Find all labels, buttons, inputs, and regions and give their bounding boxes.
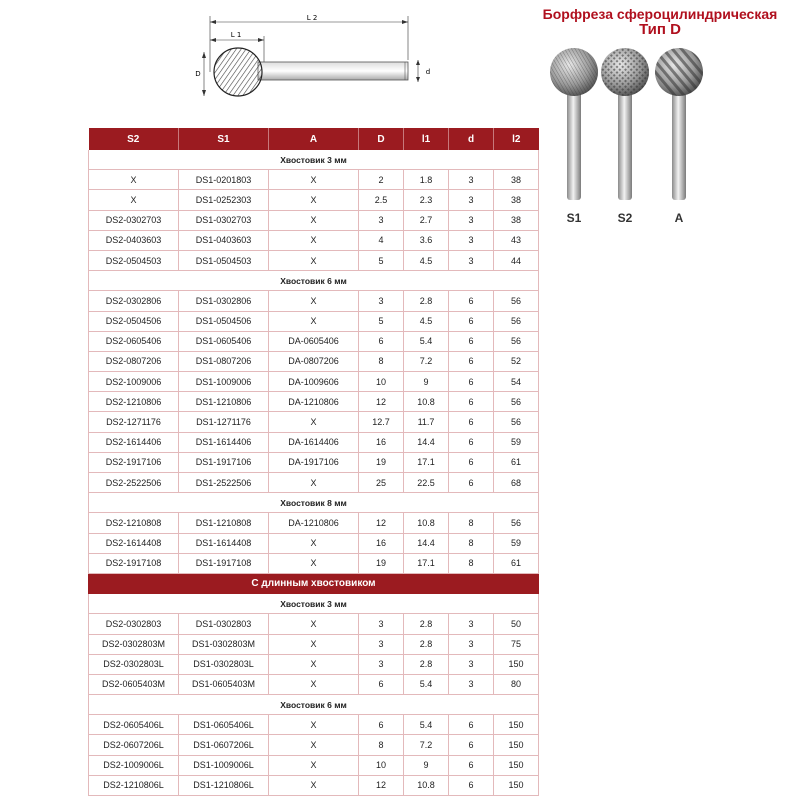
table-cell: 56 [494, 311, 539, 331]
table-cell: DS2-0302803M [89, 634, 179, 654]
table-cell: 68 [494, 473, 539, 493]
table-cell: DS2-0504506 [89, 311, 179, 331]
table-cell: DS2-1210806 [89, 392, 179, 412]
table-cell: 8 [449, 533, 494, 553]
table-cell: DS2-1009006L [89, 755, 179, 775]
table-cell: 12 [359, 513, 404, 533]
table-cell: 10 [359, 372, 404, 392]
table-cell: 2.8 [404, 654, 449, 674]
table-cell: DS1-1614406 [179, 432, 269, 452]
section-label: Хвостовик 6 мм [89, 271, 539, 291]
title-line-2: Тип D [639, 21, 681, 38]
table-cell: X [269, 250, 359, 270]
table-cell: 56 [494, 392, 539, 412]
table-cell: 3 [359, 614, 404, 634]
table-cell: 6 [449, 432, 494, 452]
table-cell: 6 [449, 291, 494, 311]
table-cell: DS1-0607206L [179, 735, 269, 755]
table-cell: DS1-1917106 [179, 452, 269, 472]
table-cell: X [269, 614, 359, 634]
table-cell: 52 [494, 351, 539, 371]
table-cell: 7.2 [404, 735, 449, 755]
table-cell: X [269, 230, 359, 250]
table-cell: DS1-1009006 [179, 372, 269, 392]
table-row [89, 674, 539, 694]
table-cell: DS2-0607206L [89, 735, 179, 755]
table-row [89, 735, 539, 755]
table-cell: 6 [449, 311, 494, 331]
table-cell: DS2-1614408 [89, 533, 179, 553]
table-cell: DS1-1271176 [179, 412, 269, 432]
technical-drawing [190, 10, 440, 100]
table-cell: DS1-0252303 [179, 190, 269, 210]
table-cell: DS2-0807206 [89, 351, 179, 371]
table-row [89, 755, 539, 775]
table-cell: 38 [494, 190, 539, 210]
table-cell: DS2-0504503 [89, 250, 179, 270]
table-row [89, 654, 539, 674]
burr-s2-image [601, 48, 649, 200]
table-section-row [89, 594, 539, 614]
table-cell: 3 [449, 250, 494, 270]
table-cell: DS2-0605406L [89, 715, 179, 735]
table-cell: DS1-0504506 [179, 311, 269, 331]
table-row [89, 170, 539, 190]
table-cell: 6 [359, 674, 404, 694]
column-header: d [449, 128, 494, 150]
table-cell: 3 [359, 291, 404, 311]
dim-l2: L 2 [306, 14, 318, 22]
table-row [89, 351, 539, 371]
table-row [89, 331, 539, 351]
table-cell: X [269, 755, 359, 775]
table-cell: 75 [494, 634, 539, 654]
burr-s1-image [550, 48, 598, 200]
table-cell: DS1-0302803M [179, 634, 269, 654]
table-cell: 5.4 [404, 715, 449, 735]
table-cell: DS2-0302803L [89, 654, 179, 674]
table-cell: DS1-0605403M [179, 674, 269, 694]
table-cell: DA-1917106 [269, 452, 359, 472]
table-cell: 2 [359, 170, 404, 190]
table-cell: DS2-0302803 [89, 614, 179, 634]
table-row [89, 412, 539, 432]
table-section-row [89, 695, 539, 715]
table-cell: 59 [494, 432, 539, 452]
table-cell: 2.8 [404, 291, 449, 311]
table-cell: 6 [449, 392, 494, 412]
photo-label-s1: S1 [566, 211, 582, 225]
table-row [89, 513, 539, 533]
table-cell: 59 [494, 533, 539, 553]
table-cell: 14.4 [404, 432, 449, 452]
table-cell: DS2-0605406 [89, 331, 179, 351]
table-cell: 61 [494, 553, 539, 573]
table-cell: 17.1 [404, 553, 449, 573]
table-cell: 6 [449, 755, 494, 775]
table-cell: 3 [449, 230, 494, 250]
table-cell: 19 [359, 452, 404, 472]
table-cell: 16 [359, 533, 404, 553]
table-cell: DS2-1210808 [89, 513, 179, 533]
table-cell: 2.7 [404, 210, 449, 230]
table-cell: 54 [494, 372, 539, 392]
table-row [89, 533, 539, 553]
table-cell: 150 [494, 715, 539, 735]
table-row [89, 775, 539, 795]
table-row [89, 372, 539, 392]
table-cell: X [269, 674, 359, 694]
column-header: l1 [404, 128, 449, 150]
table-cell: 6 [449, 452, 494, 472]
table-cell: 3.6 [404, 230, 449, 250]
table-row [89, 614, 539, 634]
table-row [89, 634, 539, 654]
table-cell: 16 [359, 432, 404, 452]
table-cell: DA-0807206 [269, 351, 359, 371]
table-cell: DA-1210806 [269, 513, 359, 533]
table-cell: 6 [359, 715, 404, 735]
table-row [89, 210, 539, 230]
table-cell: 5.4 [404, 674, 449, 694]
table-row [89, 392, 539, 412]
table-cell: 8 [449, 553, 494, 573]
table-band-row [89, 573, 539, 593]
table-cell: X [269, 715, 359, 735]
table-cell: DS1-1614408 [179, 533, 269, 553]
table-cell: DS2-1271176 [89, 412, 179, 432]
table-cell: 3 [359, 210, 404, 230]
table-cell: 150 [494, 654, 539, 674]
table-cell: 9 [404, 755, 449, 775]
table-cell: DS1-1009006L [179, 755, 269, 775]
table-cell: DS1-0605406 [179, 331, 269, 351]
table-row [89, 230, 539, 250]
table-cell: 8 [449, 513, 494, 533]
ball-head-shape [214, 48, 262, 96]
table-row [89, 452, 539, 472]
table-cell: 22.5 [404, 473, 449, 493]
table-cell: 38 [494, 170, 539, 190]
table-cell: 6 [449, 473, 494, 493]
table-cell: DA-1614406 [269, 432, 359, 452]
section-label: Хвостовик 8 мм [89, 493, 539, 513]
table-cell: 2.5 [359, 190, 404, 210]
specs-table-container [88, 128, 540, 800]
table-cell: 3 [449, 614, 494, 634]
table-cell: 150 [494, 755, 539, 775]
burr-photos [535, 40, 715, 230]
table-cell: 6 [449, 775, 494, 795]
table-cell: DS2-1210806L [89, 775, 179, 795]
specs-table [88, 128, 539, 796]
table-cell: DS1-0605406L [179, 715, 269, 735]
table-cell: DS1-1210806 [179, 392, 269, 412]
table-cell: 50 [494, 614, 539, 634]
table-cell: 44 [494, 250, 539, 270]
table-cell: DS2-1614406 [89, 432, 179, 452]
table-cell: X [89, 170, 179, 190]
table-row [89, 291, 539, 311]
section-label: Хвостовик 3 мм [89, 150, 539, 170]
table-cell: 6 [449, 715, 494, 735]
table-cell: 3 [359, 654, 404, 674]
table-cell: 12.7 [359, 412, 404, 432]
table-section-row [89, 271, 539, 291]
table-row [89, 473, 539, 493]
table-cell: 3 [449, 210, 494, 230]
column-header: D [359, 128, 404, 150]
section-label: Хвостовик 6 мм [89, 695, 539, 715]
table-cell: DS1-0807206 [179, 351, 269, 371]
table-cell: DS2-0302806 [89, 291, 179, 311]
table-cell: 56 [494, 291, 539, 311]
table-cell: 10.8 [404, 513, 449, 533]
table-cell: 3 [359, 634, 404, 654]
table-cell: 6 [449, 735, 494, 755]
burr-a-image [655, 48, 703, 200]
table-cell: 25 [359, 473, 404, 493]
table-body [89, 150, 539, 796]
table-cell: 56 [494, 513, 539, 533]
table-cell: 6 [449, 351, 494, 371]
table-section-row [89, 493, 539, 513]
table-cell: 2.3 [404, 190, 449, 210]
table-cell: 3 [449, 170, 494, 190]
table-cell: 10.8 [404, 392, 449, 412]
table-cell: 2.8 [404, 614, 449, 634]
table-cell: 19 [359, 553, 404, 573]
table-cell: DS2-2522506 [89, 473, 179, 493]
table-cell: 3 [449, 674, 494, 694]
table-row [89, 432, 539, 452]
table-cell: X [269, 291, 359, 311]
table-cell: 61 [494, 452, 539, 472]
table-cell: 8 [359, 351, 404, 371]
column-header: A [269, 128, 359, 150]
table-cell: X [269, 553, 359, 573]
table-cell: DS1-0302803 [179, 614, 269, 634]
table-row [89, 715, 539, 735]
table-cell: X [269, 311, 359, 331]
dim-l1: L 1 [230, 31, 242, 39]
table-cell: DS1-2522506 [179, 473, 269, 493]
table-cell: 80 [494, 674, 539, 694]
column-header: l2 [494, 128, 539, 150]
table-cell: 56 [494, 331, 539, 351]
table-cell: 2.8 [404, 634, 449, 654]
column-header: S2 [89, 128, 179, 150]
band-label: С длинным хвостовиком [89, 573, 539, 593]
table-cell: 12 [359, 775, 404, 795]
table-cell: DA-1009606 [269, 372, 359, 392]
table-cell: DS2-0302703 [89, 210, 179, 230]
table-cell: 4.5 [404, 250, 449, 270]
table-row [89, 250, 539, 270]
table-cell: X [269, 775, 359, 795]
table-cell: DA-1210806 [269, 392, 359, 412]
title-line-1: Борфреза сфероцилиндрическая [542, 6, 778, 22]
page-title [530, 6, 790, 38]
table-cell: DS1-0201803 [179, 170, 269, 190]
table-cell: DS1-0302803L [179, 654, 269, 674]
table-cell: 5.4 [404, 331, 449, 351]
table-cell: X [269, 412, 359, 432]
section-label: Хвостовик 3 мм [89, 594, 539, 614]
table-cell: DS1-1917108 [179, 553, 269, 573]
table-cell: DA-0605406 [269, 331, 359, 351]
table-cell: 3 [449, 654, 494, 674]
table-cell: 1.8 [404, 170, 449, 190]
table-cell: 10 [359, 755, 404, 775]
table-cell: 4 [359, 230, 404, 250]
table-cell: X [269, 735, 359, 755]
table-cell: 12 [359, 392, 404, 412]
table-cell: 4.5 [404, 311, 449, 331]
table-cell: DS1-0302703 [179, 210, 269, 230]
shank-shape [258, 62, 408, 80]
column-header: S1 [179, 128, 269, 150]
table-cell: 150 [494, 735, 539, 755]
table-cell: 7.2 [404, 351, 449, 371]
dim-d: d [425, 68, 431, 76]
table-cell: X [269, 190, 359, 210]
table-header-row [89, 128, 539, 150]
table-cell: 3 [449, 634, 494, 654]
table-cell: X [269, 170, 359, 190]
table-cell: DS1-0504503 [179, 250, 269, 270]
table-cell: DS2-1917106 [89, 452, 179, 472]
table-cell: DS2-1917108 [89, 553, 179, 573]
table-cell: DS1-0403603 [179, 230, 269, 250]
photo-label-s2: S2 [617, 211, 633, 225]
table-cell: 6 [449, 412, 494, 432]
table-cell: 43 [494, 230, 539, 250]
table-cell: 6 [449, 372, 494, 392]
table-cell: 10.8 [404, 775, 449, 795]
table-cell: X [269, 533, 359, 553]
table-cell: 17.1 [404, 452, 449, 472]
table-cell: DS2-0403603 [89, 230, 179, 250]
photo-label-a: A [674, 211, 684, 225]
table-row [89, 190, 539, 210]
table-cell: 38 [494, 210, 539, 230]
table-cell: 6 [449, 331, 494, 351]
table-cell: DS1-1210806L [179, 775, 269, 795]
table-section-row [89, 150, 539, 170]
table-cell: 6 [359, 331, 404, 351]
table-cell: 9 [404, 372, 449, 392]
dim-D: D [195, 70, 201, 78]
table-cell: 5 [359, 311, 404, 331]
table-cell: 14.4 [404, 533, 449, 553]
table-cell: X [269, 473, 359, 493]
table-cell: DS1-0302806 [179, 291, 269, 311]
table-cell: 56 [494, 412, 539, 432]
table-row [89, 553, 539, 573]
table-cell: DS2-0605403M [89, 674, 179, 694]
table-cell: 5 [359, 250, 404, 270]
table-cell: 3 [449, 190, 494, 210]
table-row [89, 311, 539, 331]
table-cell: X [269, 210, 359, 230]
table-cell: DS1-1210808 [179, 513, 269, 533]
table-cell: 8 [359, 735, 404, 755]
table-cell: DS2-1009006 [89, 372, 179, 392]
table-cell: 11.7 [404, 412, 449, 432]
table-cell: 150 [494, 775, 539, 795]
table-cell: X [269, 654, 359, 674]
table-cell: X [89, 190, 179, 210]
table-cell: X [269, 634, 359, 654]
